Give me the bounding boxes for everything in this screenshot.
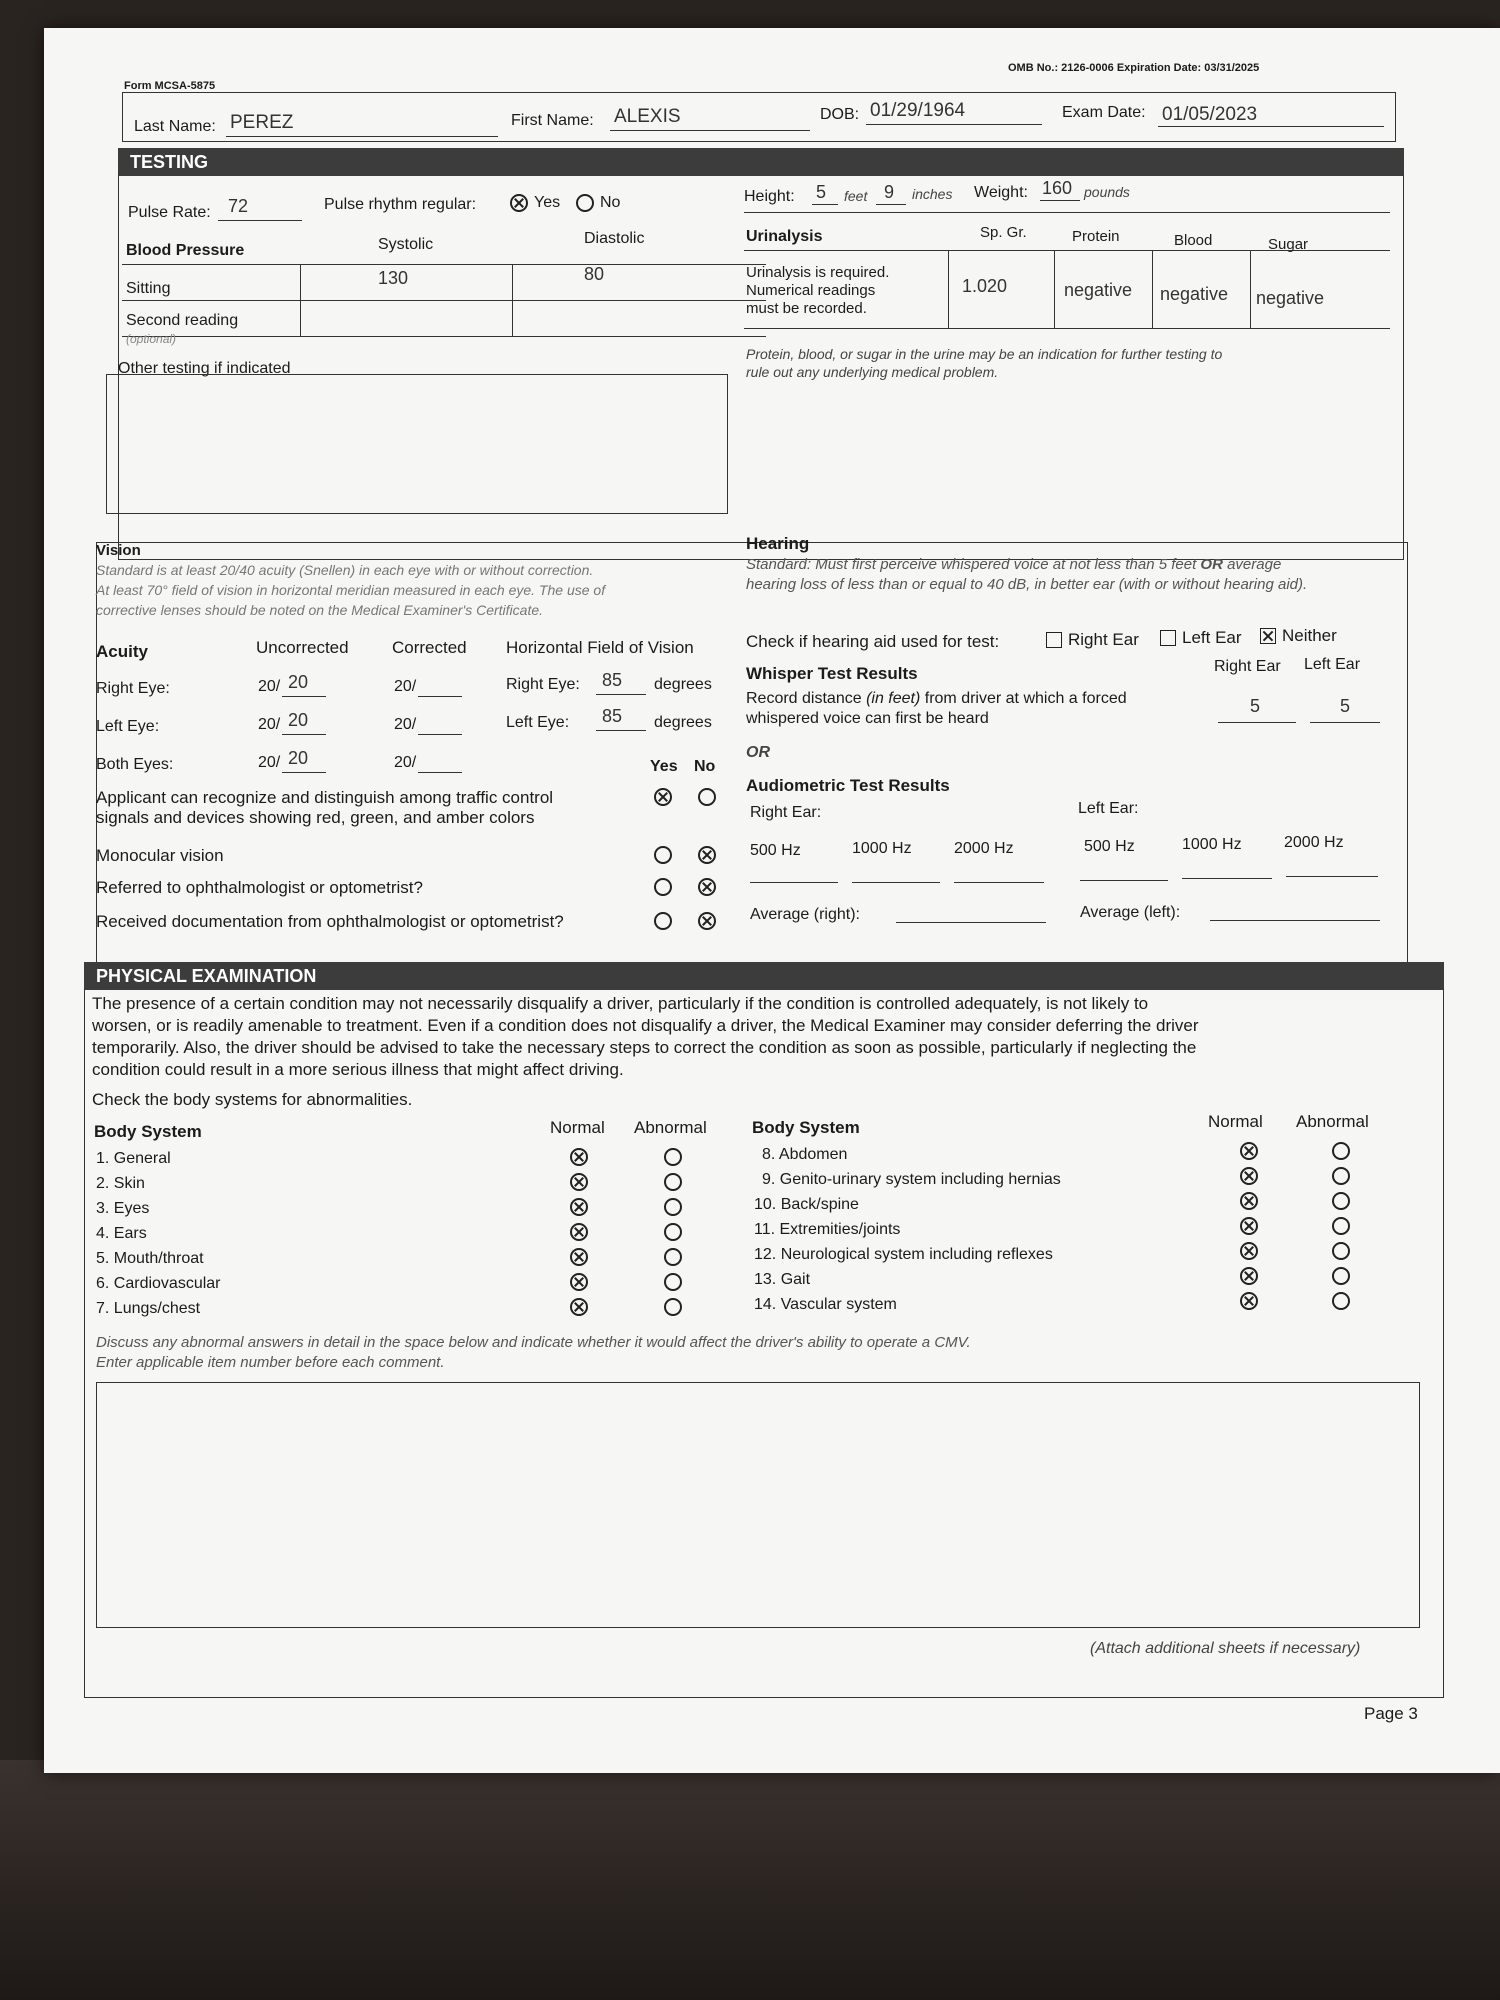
normal-header-left: Normal (550, 1118, 605, 1137)
right-1000hz-field[interactable] (852, 874, 940, 883)
physical-exam-intro: temporarily. Also, the driver should be advised to take the necessary steps to correct the condition as soon as possible, particularly if neglecting the (92, 1038, 1197, 1057)
physical-exam-intro: condition could result in a more serious illness that might affect driving. (92, 1060, 624, 1079)
vision-standard: At least 70° field of vision in horizontal meridian measured in each eye. The use of (96, 582, 606, 598)
monocular-vision-label: Monocular vision (96, 846, 224, 865)
bp-table-line (512, 264, 513, 336)
urinalysis-line (1152, 250, 1153, 328)
blood-header: Blood (1174, 232, 1213, 249)
average-left-label: Average (left): (1080, 904, 1181, 921)
height-feet-value: 5 (816, 182, 827, 202)
abdomen-normal-radio[interactable] (1240, 1142, 1258, 1160)
degrees-label: degrees (654, 676, 712, 693)
urinalysis-note: rule out any underlying medical problem. (746, 364, 999, 380)
pulse-rate-label: Pulse Rate: (128, 204, 211, 221)
back-spine-abnormal-radio[interactable] (1332, 1192, 1350, 1210)
protein-value[interactable]: negative (1064, 280, 1133, 300)
vision-standard: corrective lenses should be noted on the Medical Examiner's Certificate. (96, 602, 544, 618)
urinalysis-line (1054, 250, 1055, 328)
abnormal-header-left: Abnormal (634, 1118, 707, 1137)
monocular-no-radio[interactable] (698, 846, 716, 864)
left-1000hz-field[interactable] (1182, 870, 1272, 879)
corrected-header: Corrected (392, 638, 467, 657)
page-number: Page 3 (1364, 1704, 1418, 1723)
right-ear-label: Right Ear (1068, 630, 1139, 649)
acuity-prefix: 20/ (394, 678, 417, 695)
body-system-item: 13. Gait (754, 1271, 811, 1288)
color-recognition-no-radio[interactable] (698, 788, 716, 806)
hearing-aid-neither-checkbox[interactable] (1260, 628, 1276, 644)
received-yes-radio[interactable] (654, 912, 672, 930)
hearing-aid-left-checkbox[interactable] (1160, 630, 1176, 646)
abnormal-comments-box[interactable] (96, 1382, 1420, 1628)
body-system-item: 1. General (96, 1150, 171, 1167)
pulse-rhythm-yes-radio[interactable] (510, 194, 528, 212)
left-500hz-label: 500 Hz (1084, 838, 1135, 855)
genito-urinary-normal-radio[interactable] (1240, 1167, 1258, 1185)
body-system-item: 9. Genito-urinary system including hernias (762, 1171, 1061, 1188)
acuity-prefix: 20/ (394, 716, 417, 733)
urinalysis-requirement: must be recorded. (746, 300, 867, 317)
referred-yes-radio[interactable] (654, 878, 672, 896)
last-name-value: PEREZ (230, 112, 294, 133)
acuity-prefix: 20/ (258, 716, 281, 733)
height-label: Height: (744, 188, 795, 205)
ears-normal-radio[interactable] (570, 1223, 588, 1241)
whisper-test-title: Whisper Test Results (746, 664, 918, 683)
pulse-rate-value: 72 (228, 196, 249, 216)
physical-exam-intro: The presence of a certain condition may not necessarily disqualify a driver, particularly if the condition is controlled adequately, is not likely to (92, 994, 1149, 1013)
other-testing-label: Other testing if indicated (118, 360, 291, 377)
blood-pressure-title: Blood Pressure (126, 242, 245, 259)
referred-no-radio[interactable] (698, 878, 716, 896)
extremities-normal-radio[interactable] (1240, 1217, 1258, 1235)
inches-label: inches (912, 186, 953, 202)
blood-value[interactable]: negative (1160, 284, 1229, 304)
hearing-title: Hearing (746, 534, 810, 553)
vascular-abnormal-radio[interactable] (1332, 1292, 1350, 1310)
mouth-throat-normal-radio[interactable] (570, 1248, 588, 1266)
acuity-prefix: 20/ (258, 754, 281, 771)
vision-title: Vision (96, 542, 141, 559)
uncorrected-header: Uncorrected (256, 638, 349, 657)
color-recognition-label: Applicant can recognize and distinguish among traffic control (96, 788, 554, 807)
discuss-instruction: Discuss any abnormal answers in detail in the space below and indicate whether it would affect the driver's ability to operate a CMV. (96, 1334, 971, 1351)
first-name-label: First Name: (511, 112, 594, 129)
body-system-item: 4. Ears (96, 1225, 147, 1242)
left-2000hz-label: 2000 Hz (1284, 834, 1344, 851)
gait-abnormal-radio[interactable] (1332, 1267, 1350, 1285)
testing-header: TESTING (118, 148, 1404, 176)
right-eye-field-label: Right Eye: (506, 676, 580, 693)
protein-header: Protein (1072, 228, 1120, 245)
neurological-abnormal-radio[interactable] (1332, 1242, 1350, 1260)
received-documentation-label: Received documentation from ophthalmologist or optometrist? (96, 912, 564, 931)
attach-sheets-note: (Attach additional sheets if necessary) (1090, 1640, 1361, 1657)
bp-table-line (122, 264, 766, 265)
vascular-normal-radio[interactable] (1240, 1292, 1258, 1310)
dob-label: DOB: (820, 106, 860, 123)
right-eye-uncorrected-value: 20 (288, 672, 309, 692)
discuss-instruction: Enter applicable item number before each comment. (96, 1354, 445, 1371)
pulse-rhythm-label: Pulse rhythm regular: (324, 196, 477, 213)
mouth-throat-abnormal-radio[interactable] (664, 1248, 682, 1266)
neurological-normal-radio[interactable] (1240, 1242, 1258, 1260)
average-right-field[interactable] (896, 902, 1046, 923)
sugar-header: Sugar (1268, 236, 1309, 253)
right-500hz-label: 500 Hz (750, 842, 801, 859)
body-system-item: 3. Eyes (96, 1200, 150, 1217)
dob-value: 01/29/1964 (870, 100, 966, 121)
whisper-right-header: Right Ear (1214, 658, 1281, 675)
received-no-radio[interactable] (698, 912, 716, 930)
lungs-chest-normal-radio[interactable] (570, 1298, 588, 1316)
general-normal-radio[interactable] (570, 1148, 588, 1166)
physical-exam-intro: worsen, or is readily amenable to treatment. Even if a condition does not disqualify a driver, the Medical Examiner may consider deferring the driver (92, 1016, 1199, 1035)
monocular-yes-radio[interactable] (654, 846, 672, 864)
pounds-label: pounds (1084, 184, 1130, 200)
pulse-rhythm-no-radio[interactable] (576, 194, 594, 212)
feet-label: feet (844, 188, 868, 204)
neither-label: Neither (1282, 626, 1337, 645)
form-page (44, 28, 1500, 1773)
divider (744, 212, 1390, 213)
hearing-aid-right-checkbox[interactable] (1046, 632, 1062, 648)
weight-label: Weight: (974, 184, 1028, 201)
color-recognition-label: signals and devices showing red, green, and amber colors (96, 808, 535, 827)
left-eye-field-value: 85 (602, 706, 623, 726)
second-reading-label: Second reading (126, 312, 239, 329)
sp-gr-value[interactable]: 1.020 (962, 276, 1008, 296)
sitting-label: Sitting (126, 280, 171, 297)
sitting-systolic-value[interactable]: 130 (378, 268, 409, 288)
average-left-field[interactable] (1210, 900, 1380, 921)
abdomen-abnormal-radio[interactable] (1332, 1142, 1350, 1160)
extremities-abnormal-radio[interactable] (1332, 1217, 1350, 1235)
body-system-item: 5. Mouth/throat (96, 1250, 204, 1267)
cardiovascular-normal-radio[interactable] (570, 1273, 588, 1291)
pulse-rhythm-no-label: No (600, 194, 621, 211)
left-2000hz-field[interactable] (1286, 868, 1378, 877)
acuity-header: Acuity (96, 642, 148, 661)
right-eye-field-value: 85 (602, 670, 623, 690)
back-spine-normal-radio[interactable] (1240, 1192, 1258, 1210)
body-system-item: 10. Back/spine (754, 1196, 859, 1213)
left-eye-uncorrected-value: 20 (288, 710, 309, 730)
left-ear-audio-label: Left Ear: (1078, 800, 1139, 817)
left-eye-label: Left Eye: (96, 718, 160, 735)
eyes-abnormal-radio[interactable] (664, 1198, 682, 1216)
optional-label: (optional) (126, 332, 177, 346)
background-surface (0, 1760, 1500, 2000)
body-system-item: 12. Neurological system including reflexes (754, 1246, 1053, 1263)
diastolic-header: Diastolic (584, 230, 645, 247)
body-system-item: 6. Cardiovascular (96, 1275, 221, 1292)
pulse-rhythm-yes-label: Yes (534, 194, 561, 211)
sugar-value[interactable]: negative (1256, 288, 1325, 308)
color-recognition-yes-radio[interactable] (654, 788, 672, 806)
urinalysis-title: Urinalysis (746, 228, 823, 245)
whisper-instruction: Record distance (in feet) from driver at which a forced (746, 690, 1127, 707)
exam-date-label: Exam Date: (1062, 104, 1146, 121)
divider (744, 250, 1390, 251)
right-500hz-field[interactable] (750, 874, 838, 883)
skin-normal-radio[interactable] (570, 1173, 588, 1191)
urinalysis-line (1250, 250, 1251, 328)
acuity-prefix: 20/ (394, 754, 417, 771)
left-500hz-field[interactable] (1080, 872, 1168, 881)
form-id: Form MCSA-5875 (124, 80, 216, 92)
acuity-prefix: 20/ (258, 678, 281, 695)
right-2000hz-label: 2000 Hz (954, 840, 1014, 857)
left-1000hz-label: 1000 Hz (1182, 836, 1242, 853)
bp-table-line (122, 300, 766, 301)
weight-value: 160 (1042, 178, 1073, 198)
body-system-header-right: Body System (752, 1118, 860, 1137)
hearing-aid-label: Check if hearing aid used for test: (746, 632, 1000, 651)
urinalysis-requirement: Urinalysis is required. (746, 264, 890, 281)
or-label: OR (746, 744, 770, 761)
hearing-standard: Standard: Must first perceive whispered voice at not less than 5 feet OR average (746, 556, 1282, 573)
left-ear-label: Left Ear (1182, 628, 1242, 647)
both-eyes-label: Both Eyes: (96, 756, 174, 773)
ears-abnormal-radio[interactable] (664, 1223, 682, 1241)
genito-urinary-abnormal-radio[interactable] (1332, 1167, 1350, 1185)
exam-date-value: 01/05/2023 (1162, 104, 1258, 125)
urinalysis-note: Protein, blood, or sugar in the urine may be an indication for further testing to (746, 346, 1223, 362)
right-ear-audio-label: Right Ear: (750, 804, 822, 821)
audiometric-title: Audiometric Test Results (746, 776, 950, 795)
general-abnormal-radio[interactable] (664, 1148, 682, 1166)
first-name-value: ALEXIS (614, 106, 681, 127)
sitting-diastolic-value[interactable]: 80 (584, 264, 605, 284)
body-system-item: 7. Lungs/chest (96, 1300, 201, 1317)
abnormal-header-right: Abnormal (1296, 1112, 1369, 1131)
body-system-header-left: Body System (94, 1122, 202, 1141)
body-system-item: 11. Extremities/joints (754, 1221, 901, 1238)
body-system-item: 14. Vascular system (754, 1296, 897, 1313)
both-eyes-uncorrected-value: 20 (288, 748, 309, 768)
urinalysis-line (948, 250, 949, 328)
right-eye-corrected-field[interactable] (418, 674, 462, 697)
check-body-systems: Check the body systems for abnormalities. (92, 1090, 413, 1109)
normal-header-right: Normal (1208, 1112, 1263, 1131)
bp-table-line (300, 264, 301, 336)
cardiovascular-abnormal-radio[interactable] (664, 1273, 682, 1291)
urinalysis-requirement: Numerical readings (746, 282, 876, 299)
omb-number: OMB No.: 2126-0006 Expiration Date: 03/31/2025 (1008, 62, 1260, 74)
body-system-item: 2. Skin (96, 1175, 145, 1192)
divider (744, 328, 1390, 329)
gait-normal-radio[interactable] (1240, 1267, 1258, 1285)
both-eyes-corrected-field[interactable] (418, 750, 462, 773)
degrees-label: degrees (654, 714, 712, 731)
body-system-item: 8. Abdomen (762, 1146, 848, 1163)
left-eye-corrected-field[interactable] (418, 712, 462, 735)
whisper-left-value: 5 (1340, 696, 1351, 716)
systolic-header: Systolic (378, 236, 434, 253)
right-1000hz-label: 1000 Hz (852, 840, 912, 857)
height-inches-value: 9 (884, 182, 895, 202)
skin-abnormal-radio[interactable] (664, 1173, 682, 1191)
yes-column-header: Yes (650, 758, 678, 775)
right-2000hz-field[interactable] (954, 874, 1044, 883)
field-of-vision-header: Horizontal Field of Vision (506, 638, 694, 657)
average-right-label: Average (right): (750, 906, 860, 923)
physical-exam-header: PHYSICAL EXAMINATION (84, 962, 1444, 990)
whisper-instruction: whispered voice can first be heard (746, 710, 989, 727)
whisper-left-header: Left Ear (1304, 656, 1361, 673)
left-eye-field-label: Left Eye: (506, 714, 570, 731)
sp-gr-header: Sp. Gr. (980, 224, 1027, 241)
last-name-label: Last Name: (134, 118, 216, 135)
lungs-chest-abnormal-radio[interactable] (664, 1298, 682, 1316)
whisper-right-value: 5 (1250, 696, 1261, 716)
eyes-normal-radio[interactable] (570, 1198, 588, 1216)
right-eye-label: Right Eye: (96, 680, 170, 697)
vision-standard: Standard is at least 20/40 acuity (Snellen) in each eye with or without correction. (96, 562, 594, 578)
other-testing-box[interactable] (106, 374, 728, 514)
no-column-header: No (694, 758, 716, 775)
referred-label: Referred to ophthalmologist or optometrist? (96, 878, 423, 897)
hearing-standard: hearing loss of less than or equal to 40 dB, in better ear (with or without hearing aid). (746, 576, 1308, 593)
bp-table-line (122, 336, 766, 337)
